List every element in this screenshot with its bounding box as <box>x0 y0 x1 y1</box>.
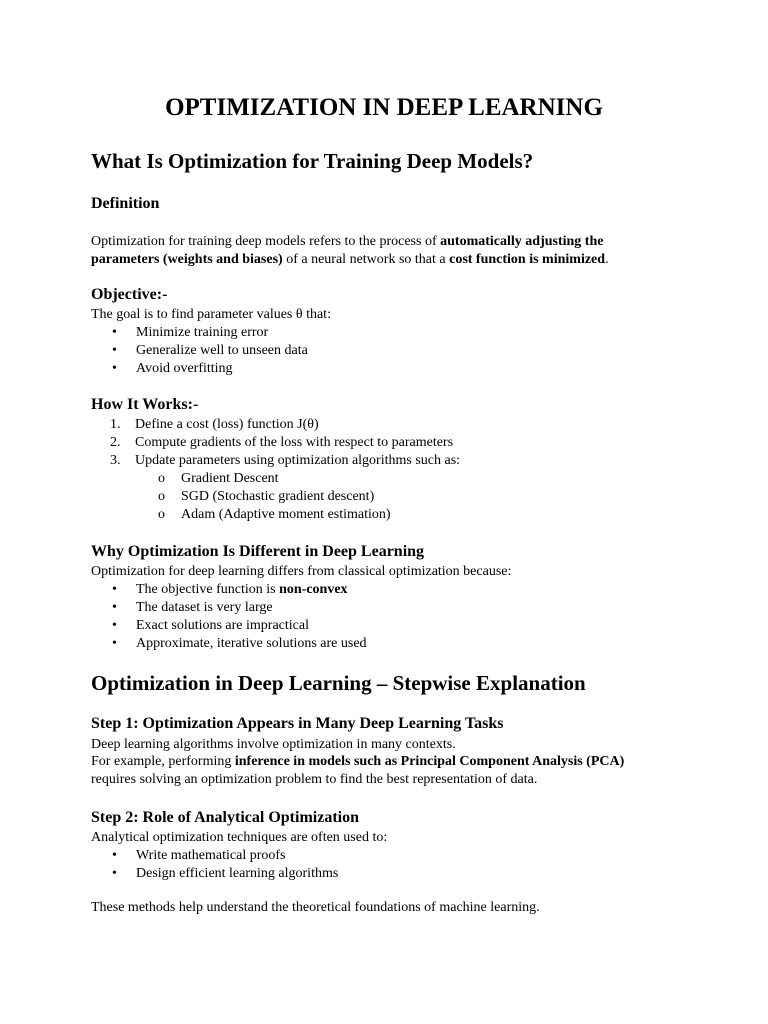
step2-intro: Analytical optimization techniques are often used to: <box>91 830 388 845</box>
definition-heading: Definition <box>91 195 160 212</box>
document-title: OPTIMIZATION IN DEEP LEARNING <box>165 94 603 121</box>
definition-emphasis: automatically adjusting the <box>440 234 604 249</box>
objective-list-item: • Minimize training error <box>112 325 269 340</box>
algorithm-list-item: o Gradient Descent <box>158 471 279 486</box>
bullet-icon: • <box>112 582 117 597</box>
how-step-item: 3. Update parameters using optimization algorithms such as: <box>110 453 461 468</box>
circle-bullet-icon: o <box>158 507 165 522</box>
step1-paragraph: requires solving an optimization problem to find the best representation of data. <box>91 772 538 787</box>
bullet-icon: • <box>112 325 117 340</box>
objective-list-item: • Avoid overfitting <box>112 361 233 376</box>
step2-list-item: • Design efficient learning algorithms <box>112 866 339 881</box>
bullet-icon: • <box>112 866 117 881</box>
definition-text: . <box>605 252 609 267</box>
bullet-icon: • <box>112 848 117 863</box>
circle-bullet-icon: o <box>158 489 165 504</box>
bullet-icon: • <box>112 600 117 615</box>
step1-paragraph: For example, performing inference in models such as Principal Component Analysis (PCA) <box>91 754 625 769</box>
definition-paragraph-line1 <box>91 233 603 250</box>
why-list-item: • Approximate, iterative solutions are used <box>112 636 367 651</box>
why-list-item: • The dataset is very large <box>112 600 273 615</box>
why-list-item: • The objective function is non-convex <box>112 582 348 597</box>
why-intro: Optimization for deep learning differs from classical optimization because: <box>91 564 512 579</box>
why-list-item: • Exact solutions are impractical <box>112 618 309 633</box>
how-step-item: 2. Compute gradients of the loss with respect to parameters <box>110 435 454 450</box>
step1-paragraph: Deep learning algorithms involve optimization in many contexts. <box>91 737 456 752</box>
definition-emphasis: parameters (weights and biases) <box>91 252 283 267</box>
definition-text: of a neural network so that a <box>282 252 450 267</box>
algorithm-list-item: o SGD (Stochastic gradient descent) <box>158 489 375 504</box>
circle-bullet-icon: o <box>158 471 165 486</box>
definition-paragraph-line2 <box>91 251 609 268</box>
objective-heading: Objective:- <box>91 286 168 303</box>
how-step-item: 1. Define a cost (loss) function J(θ) <box>110 417 319 432</box>
bullet-icon: • <box>112 636 117 651</box>
how-it-works-heading: How It Works:- <box>91 396 199 413</box>
bullet-icon: • <box>112 343 117 358</box>
why-different-heading: Why Optimization Is Different in Deep Learning <box>91 543 425 560</box>
step2-closing: These methods help understand the theoretical foundations of machine learning. <box>91 900 540 915</box>
bullet-icon: • <box>112 361 117 376</box>
step1-heading: Step 1: Optimization Appears in Many Deep Learning Tasks <box>91 715 504 732</box>
definition-text: Optimization for training deep models refers to the process of <box>91 234 441 249</box>
objective-list-item: • Generalize well to unseen data <box>112 343 308 358</box>
algorithm-list-item: o Adam (Adaptive moment estimation) <box>158 507 391 522</box>
bullet-icon: • <box>112 618 117 633</box>
step2-heading: Step 2: Role of Analytical Optimization <box>91 809 359 826</box>
step2-list-item: • Write mathematical proofs <box>112 848 286 863</box>
definition-emphasis: cost function is minimized <box>449 252 606 267</box>
objective-intro: The goal is to find parameter values θ that: <box>91 307 331 322</box>
section-heading-stepwise: Optimization in Deep Learning – Stepwise Explanation <box>91 671 586 695</box>
section-heading-what-is-optimization: What Is Optimization for Training Deep Models? <box>91 149 534 173</box>
